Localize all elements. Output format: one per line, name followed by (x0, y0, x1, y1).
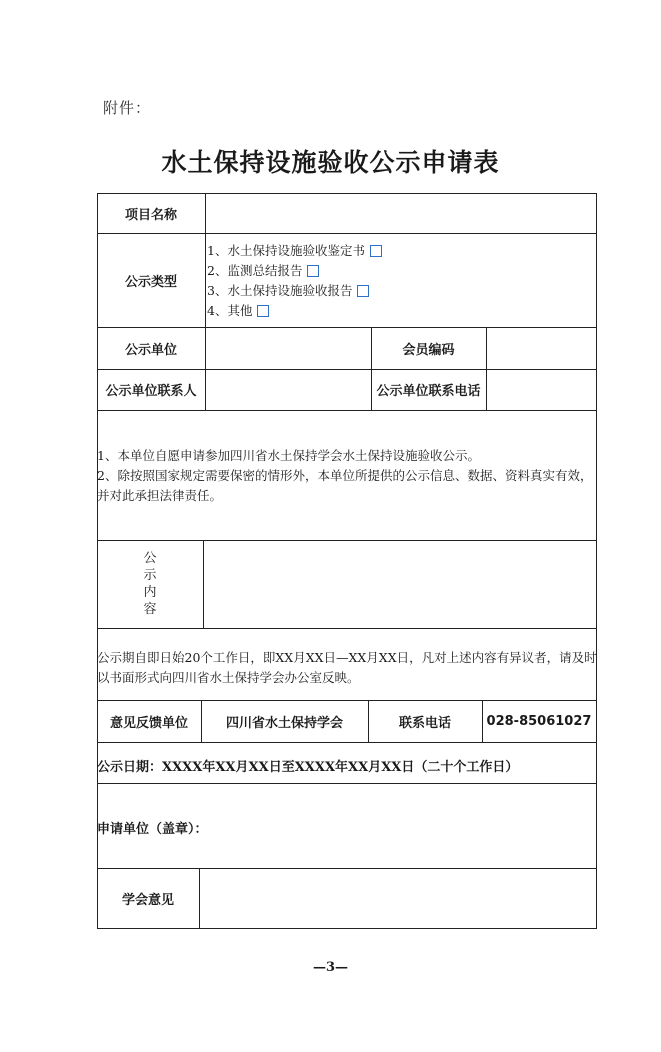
table-rule (596, 193, 597, 929)
declaration-item: 1、本单位自愿申请参加四川省水土保持学会水土保持设施验收公示。 (97, 448, 480, 463)
notice-text: 公示期自即日始20个工作日，即XX月XX日—XX月XX日，凡对上述内容有异议者，请及时以书面形式向四川省水土保持学会办公室反映。 (97, 650, 597, 685)
type-option-label: 2、监测总结报告 (207, 263, 303, 278)
table-rule (486, 327, 487, 410)
form-title: 水土保持设施验收公示申请表 (161, 148, 500, 177)
phone-label: 公示单位联系电话 (376, 384, 481, 399)
declaration (97, 446, 597, 506)
member-code-label: 会员编码 (402, 342, 455, 358)
feedback-phone-label: 联系电话 (398, 715, 451, 731)
table-rule (97, 410, 597, 411)
type-option-label: 3、水土保持设施验收报告 (207, 283, 353, 298)
table-rule (97, 928, 597, 929)
type-option[interactable] (207, 241, 587, 261)
type-option[interactable] (207, 301, 587, 321)
type-label: 公示类型 (124, 274, 177, 290)
unit-label: 公示单位 (124, 342, 177, 358)
checkbox-icon[interactable] (370, 245, 382, 257)
contact-label: 公示单位联系人 (105, 384, 197, 399)
applicant-label: 申请单位（盖章）： (97, 822, 208, 837)
type-option-label: 1、水土保持设施验收鉴定书 (207, 243, 365, 258)
table-rule (97, 628, 597, 629)
checkbox-icon[interactable] (357, 285, 369, 297)
table-rule (199, 868, 200, 928)
project-name-field[interactable] (205, 193, 596, 233)
project-name-label: 项目名称 (124, 207, 177, 223)
feedback-phone-value: 028-85061027 (486, 713, 592, 729)
publish-date: 公示日期：XXXX年XX月XX日至XXXX年XX月XX日（二十个工作日） (97, 760, 519, 775)
table-rule (97, 742, 597, 743)
type-options (207, 241, 587, 321)
checkbox-icon[interactable] (257, 305, 269, 317)
type-option[interactable] (207, 281, 587, 301)
page-number: —3— (312, 960, 349, 975)
checkbox-icon[interactable] (307, 265, 319, 277)
table-rule (203, 540, 204, 628)
table-rule (97, 783, 597, 784)
society-opinion-label: 学会意见 (121, 892, 174, 908)
attachment-label: 附件： (103, 99, 152, 117)
content-label: 公示内容 (143, 551, 157, 617)
content-label-cell (97, 540, 203, 628)
type-option[interactable] (207, 261, 587, 281)
type-option-label: 4、其他 (207, 303, 253, 318)
declaration-item: 2、除按照国家规定需要保密的情形外，本单位所提供的公示信息、数据、资料真实有效，并对此承担法律责任。 (97, 468, 593, 503)
feedback-unit-label: 意见反馈单位 (109, 715, 188, 731)
feedback-unit-value: 四川省水土保持学会 (225, 715, 343, 731)
